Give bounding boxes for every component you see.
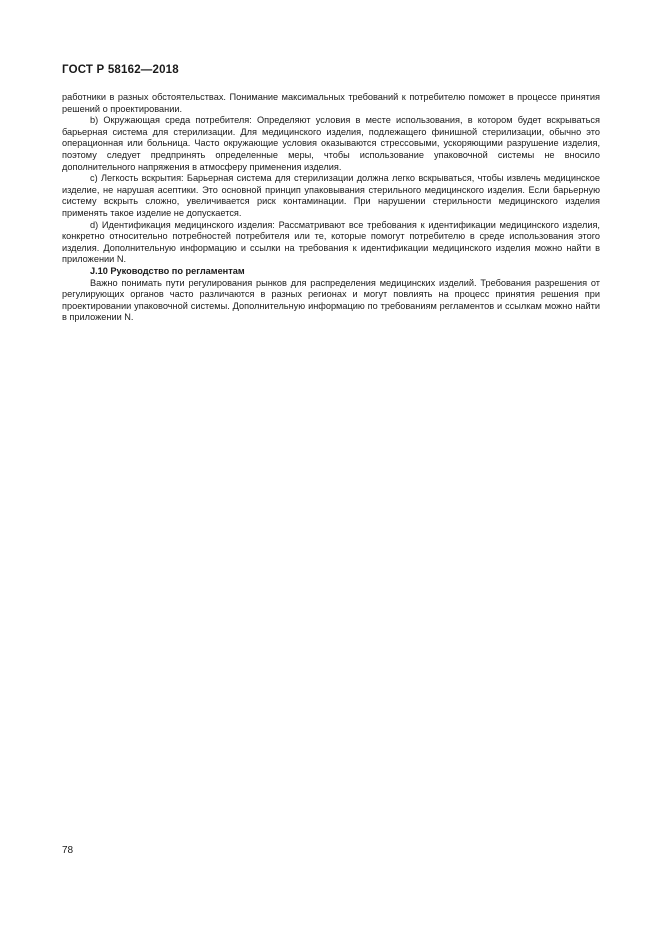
list-item-b: b) Окружающая среда потребителя: Определяют условия в месте использования, в котором будет вскрываться барьерная система для стерилизации. Для медицинского изделия, подлежащего финишной стерилизации, обычно это операционная или больница. Часто окружающие условия оказываются стрессовыми, ускоряющими разрушение изделия, поэтому следует предпринять определенные меры, чтобы использование упаковочной системы не вносило дополнительного напряжения в атмосферу применения изделия. [62, 115, 600, 172]
page-number: 78 [62, 845, 74, 856]
paragraph-continuation: работники в разных обстоятельствах. Понимание максимальных требований к потребителю поможет в процессе принятия решений о проектировании. [62, 92, 600, 114]
list-item-c: с) Легкость вскрытия: Барьерная система для стерилизации должна легко вскрываться, чтобы извлечь медицинское изделие, не нарушая асептики. Это основной принцип упаковывания стерильного медицинского изделия. Если барьерную систему вскрыть сложно, увеличивается риск контаминации. При нарушении стерильности медицинского изделия применять такое изделие не допускается. [62, 173, 600, 218]
document-body [62, 92, 600, 324]
standard-header: ГОСТ Р 58162—2018 [62, 64, 179, 76]
section-j10-text: Важно понимать пути регулирования рынков для распределения медицинских изделий. Требования разрешения от регулирующих органов часто различаются в разных регионах и могут повлиять на процесс принятия решения при проектировании упаковочной системы. Дополнительную информацию по требованиям регламентов и ссылкам можно найти в приложении N. [62, 277, 600, 323]
section-title-j10: J.10 Руководство по регламентам [90, 265, 245, 276]
list-item-d: d) Идентификация медицинского изделия: Рассматривают все требования к идентификации медицинского изделия, конкретно относительно потребностей потребителя или те, которые помогут потребителю в среде использования этого изделия. Дополнительную информацию и ссылки на требования к идентификации медицинского изделия можно найти в приложении N. [62, 219, 600, 265]
